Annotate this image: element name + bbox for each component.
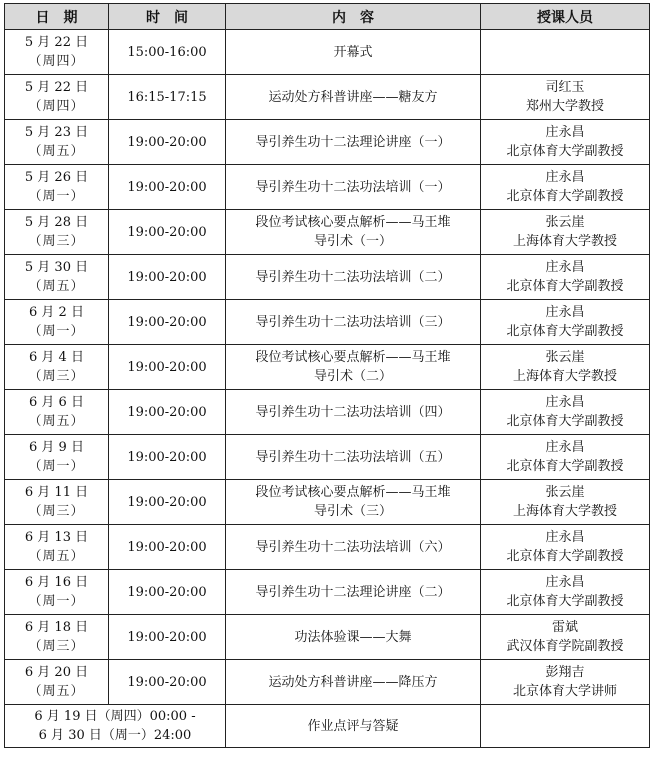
weekday-text: （周五） [28,144,85,159]
weekday-text: （周五） [28,684,85,699]
final-datetime-line2: 6 月 30 日（周一）24:00 [38,728,192,743]
content-cell [226,165,481,210]
teacher-name: 庄永昌 [545,440,585,455]
time-cell: 19:00-20:00 [109,480,226,525]
weekday-text: （周一） [28,324,85,339]
time-cell: 15:00-16:00 [109,30,226,75]
teacher-cell [481,660,650,705]
final-datetime-line1: 6 月 19 日（周四）00:00 - [34,709,196,724]
teacher-name: 张云崖 [545,215,585,230]
date-cell [5,525,109,570]
teacher-name: 张云崖 [545,350,585,365]
teacher-cell [481,615,650,660]
content-line: 导引术（二） [313,369,392,384]
date-cell [5,255,109,300]
header-teacher: 授课人员 [481,4,650,30]
date-cell [5,30,109,75]
date-cell [5,615,109,660]
teacher-name: 庄永昌 [545,395,585,410]
date-cell [5,120,109,165]
content-line: 功法体验课——大舞 [294,629,412,645]
teacher-cell [481,120,650,165]
date-text: 5 月 22 日 [24,80,89,95]
date-cell [5,75,109,120]
content-line: 导引术（三） [313,504,392,519]
weekday-text: （周一） [28,189,85,204]
table-row [5,165,650,210]
date-text: 6 月 6 日 [29,395,84,410]
weekday-text: （周五） [28,414,85,429]
weekday-text: （周五） [28,549,85,564]
teacher-cell [481,480,650,525]
content-cell [226,30,481,75]
date-text: 5 月 28 日 [24,215,89,230]
table-row [5,255,650,300]
content-cell [226,435,481,480]
date-cell [5,300,109,345]
content-cell [226,210,481,255]
content-line: 导引养生功十二法功法培训（一） [255,179,451,195]
teacher-name: 庄永昌 [545,170,585,185]
date-cell [5,570,109,615]
date-cell [5,660,109,705]
content-cell [226,300,481,345]
content-cell [226,75,481,120]
content-line: 导引养生功十二法功法培训（二） [255,269,451,285]
weekday-text: （周三） [28,639,85,654]
content-cell [226,525,481,570]
time-cell: 19:00-20:00 [109,660,226,705]
weekday-text: （周三） [28,369,85,384]
teacher-title: 北京体育大学副教授 [506,324,624,339]
table-row [5,345,650,390]
date-text: 5 月 22 日 [24,35,89,50]
time-cell: 19:00-20:00 [109,210,226,255]
table-row [5,660,650,705]
date-text: 6 月 13 日 [24,530,89,545]
time-cell: 19:00-20:00 [109,570,226,615]
teacher-title: 北京体育大学副教授 [506,459,624,474]
content-cell [226,570,481,615]
content-line: 导引养生功十二法功法培训（三） [255,314,451,330]
table-row [5,30,650,75]
content-line: 导引养生功十二法功法培训（四） [255,404,451,420]
teacher-title: 北京体育大学副教授 [506,279,624,294]
content-cell [226,120,481,165]
content-cell [226,390,481,435]
table-row [5,75,650,120]
teacher-name: 彭翔吉 [545,665,585,680]
teacher-cell [481,345,650,390]
weekday-text: （周五） [28,279,85,294]
teacher-title: 上海体育大学教授 [512,234,617,249]
teacher-title: 武汉体育学院副教授 [506,639,624,654]
time-cell: 19:00-20:00 [109,525,226,570]
teacher-cell [481,255,650,300]
table-row [5,615,650,660]
table-row [5,525,650,570]
final-row-datetime [5,705,226,748]
content-cell [226,345,481,390]
content-cell [226,615,481,660]
time-cell: 19:00-20:00 [109,390,226,435]
date-text: 6 月 4 日 [29,350,84,365]
time-cell: 19:00-20:00 [109,615,226,660]
table-row [5,120,650,165]
table-row [5,210,650,255]
time-cell: 19:00-20:00 [109,345,226,390]
weekday-text: （周四） [28,99,85,114]
teacher-name: 雷斌 [551,620,578,635]
time-cell: 19:00-20:00 [109,300,226,345]
content-line: 导引养生功十二法功法培训（五） [255,449,451,465]
date-text: 5 月 30 日 [24,260,89,275]
teacher-cell [481,210,650,255]
time-cell: 19:00-20:00 [109,165,226,210]
date-cell [5,345,109,390]
date-text: 6 月 11 日 [24,485,89,500]
teacher-name: 庄永昌 [545,305,585,320]
teacher-name: 司红玉 [545,80,585,95]
teacher-name: 庄永昌 [545,530,585,545]
teacher-title: 郑州大学教授 [525,99,604,114]
date-cell [5,165,109,210]
teacher-title: 北京体育大学副教授 [506,189,624,204]
teacher-cell [481,30,650,75]
header-time: 时 间 [109,4,226,30]
teacher-title: 北京体育大学讲师 [512,684,617,699]
teacher-name: 庄永昌 [545,260,585,275]
table-row [5,570,650,615]
time-cell: 16:15-17:15 [109,75,226,120]
weekday-text: （周一） [28,594,85,609]
table-row [5,480,650,525]
teacher-title: 北京体育大学副教授 [506,414,624,429]
weekday-text: （周四） [28,54,85,69]
date-cell [5,210,109,255]
date-text: 6 月 16 日 [24,575,89,590]
table-row [5,390,650,435]
header-row [5,4,650,30]
date-text: 5 月 26 日 [24,170,89,185]
content-line: 导引养生功十二法功法培训（六） [255,539,451,555]
teacher-cell [481,435,650,480]
content-line: 导引术（一） [313,234,392,249]
final-row-teacher [481,705,650,748]
final-row-content: 作业点评与答疑 [226,705,481,748]
time-cell: 19:00-20:00 [109,120,226,165]
header-content: 内 容 [226,4,481,30]
date-text: 6 月 2 日 [29,305,84,320]
teacher-name: 张云崖 [545,485,585,500]
date-text: 6 月 20 日 [24,665,89,680]
teacher-name: 庄永昌 [545,125,585,140]
content-line: 运动处方科普讲座——糖友方 [268,89,438,105]
content-cell [226,480,481,525]
date-cell [5,435,109,480]
content-line: 运动处方科普讲座——降压方 [268,674,438,690]
content-cell [226,255,481,300]
time-cell: 19:00-20:00 [109,255,226,300]
teacher-cell [481,165,650,210]
content-line: 段位考试核心要点解析——马王堆 [255,350,451,365]
teacher-cell [481,570,650,615]
teacher-title: 北京体育大学副教授 [506,549,624,564]
content-cell [226,660,481,705]
schedule-table [4,3,650,748]
weekday-text: （周三） [28,234,85,249]
date-cell [5,480,109,525]
date-cell [5,390,109,435]
teacher-title: 上海体育大学教授 [512,504,617,519]
date-text: 6 月 18 日 [24,620,89,635]
schedule-body [5,30,650,748]
teacher-cell [481,390,650,435]
content-line: 导引养生功十二法理论讲座（一） [255,134,451,150]
header-date: 日 期 [5,4,109,30]
teacher-title: 上海体育大学教授 [512,369,617,384]
time-cell: 19:00-20:00 [109,435,226,480]
weekday-text: （周三） [28,504,85,519]
teacher-cell [481,525,650,570]
table-row [5,300,650,345]
content-line: 导引养生功十二法理论讲座（二） [255,584,451,600]
teacher-name: 庄永昌 [545,575,585,590]
teacher-cell [481,300,650,345]
teacher-title: 北京体育大学副教授 [506,144,624,159]
content-line: 开幕式 [333,44,373,60]
content-line: 段位考试核心要点解析——马王堆 [255,485,451,500]
teacher-title: 北京体育大学副教授 [506,594,624,609]
table-row [5,435,650,480]
weekday-text: （周一） [28,459,85,474]
final-row [5,705,650,748]
teacher-cell [481,75,650,120]
date-text: 5 月 23 日 [24,125,89,140]
content-line: 段位考试核心要点解析——马王堆 [255,215,451,230]
date-text: 6 月 9 日 [29,440,84,455]
